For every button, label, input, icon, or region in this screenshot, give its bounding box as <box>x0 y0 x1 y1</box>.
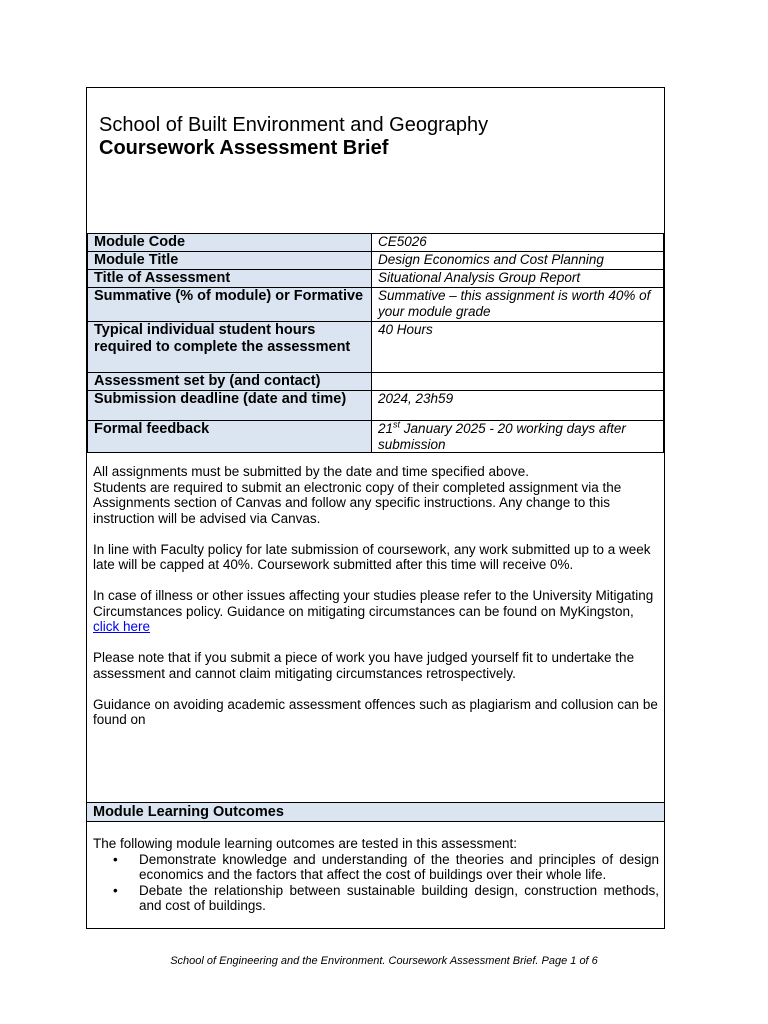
table-row <box>88 252 664 270</box>
row-label: Summative (% of module) or Formative <box>88 288 372 322</box>
divider <box>87 821 664 822</box>
row-value <box>372 373 664 391</box>
paragraph: Students are required to submit an electronic copy of their completed assignment via the Assignments section of Canvas and follow any specific instructions. Any change to this instruction will be advised via Canvas. <box>93 479 622 526</box>
learning-outcomes-heading: Module Learning Outcomes <box>87 803 664 821</box>
table-row <box>88 322 664 373</box>
row-value: Summative – this assignment is worth 40% of your module grade <box>372 288 664 322</box>
submission-instructions <box>93 464 659 743</box>
document-frame <box>86 87 665 929</box>
row-value: Design Economics and Cost Planning <box>372 252 664 270</box>
row-label: Module Code <box>88 234 372 252</box>
row-label: Title of Assessment <box>88 270 372 288</box>
learning-outcomes-intro: The following module learning outcomes are tested in this assessment: <box>93 836 517 851</box>
mitigating-circumstances-link[interactable]: click here <box>93 619 151 634</box>
table-row <box>88 270 664 288</box>
row-label: Typical individual student hours required to complete the assessment <box>88 322 372 373</box>
row-value: 2024, 23h59 <box>372 391 664 421</box>
list-item <box>93 883 659 914</box>
table-row <box>88 288 664 322</box>
row-label: Formal feedback <box>88 421 372 453</box>
row-label: Assessment set by (and contact) <box>88 373 372 391</box>
table-row <box>88 391 664 421</box>
bullet-icon: • <box>113 851 118 867</box>
row-value: 40 Hours <box>372 322 664 373</box>
assessment-info-table <box>87 233 664 453</box>
paragraph: Please note that if you submit a piece of work you have judged yourself fit to undertake the assessment and cannot claim mitigating circumstances retrospectively. <box>93 650 635 681</box>
row-value <box>372 421 664 453</box>
paragraph: Guidance on avoiding academic assessment offences such as plagiarism and collusion can be found on <box>93 696 658 727</box>
school-name: School of Built Environment and Geography <box>99 114 489 136</box>
row-label: Module Title <box>88 252 372 270</box>
paragraph: All assignments must be submitted by the date and time specified above. <box>93 464 529 479</box>
list-item-text: Debate the relationship between sustainable building design, construction methods, and cost of buildings. <box>139 882 659 913</box>
page-footer: School of Engineering and the Environment. Coursework Assessment Brief. Page 1 of 6 <box>170 955 598 967</box>
feedback-day: 21 <box>378 421 394 436</box>
feedback-rest: January 2025 - 20 working days after submission <box>378 421 626 452</box>
table-row <box>88 421 664 453</box>
bullet-icon: • <box>113 882 118 898</box>
table-row <box>88 234 664 252</box>
row-value: Situational Analysis Group Report <box>372 270 664 288</box>
feedback-day-suffix: st <box>393 419 401 430</box>
learning-outcomes-list <box>93 852 659 914</box>
learning-outcomes-body <box>93 836 659 914</box>
paragraph: In line with Faculty policy for late submission of coursework, any work submitted up to a week late will be capped at 40%. Coursework submitted after this time will receive 0%. <box>93 541 651 572</box>
paragraph: In case of illness or other issues affecting your studies please refer to the University Mitigating Circumstances policy. Guidance on mitigating circumstances can be found on MyKingston, <box>93 588 654 619</box>
row-value: CE5026 <box>372 234 664 252</box>
page-title: Coursework Assessment Brief <box>99 137 389 159</box>
list-item <box>93 852 659 883</box>
list-item-text: Demonstrate knowledge and understanding of the theories and principles of design economics and the factors that affect the cost of buildings over their whole life. <box>139 851 659 882</box>
row-label: Submission deadline (date and time) <box>88 391 372 421</box>
table-row <box>88 373 664 391</box>
